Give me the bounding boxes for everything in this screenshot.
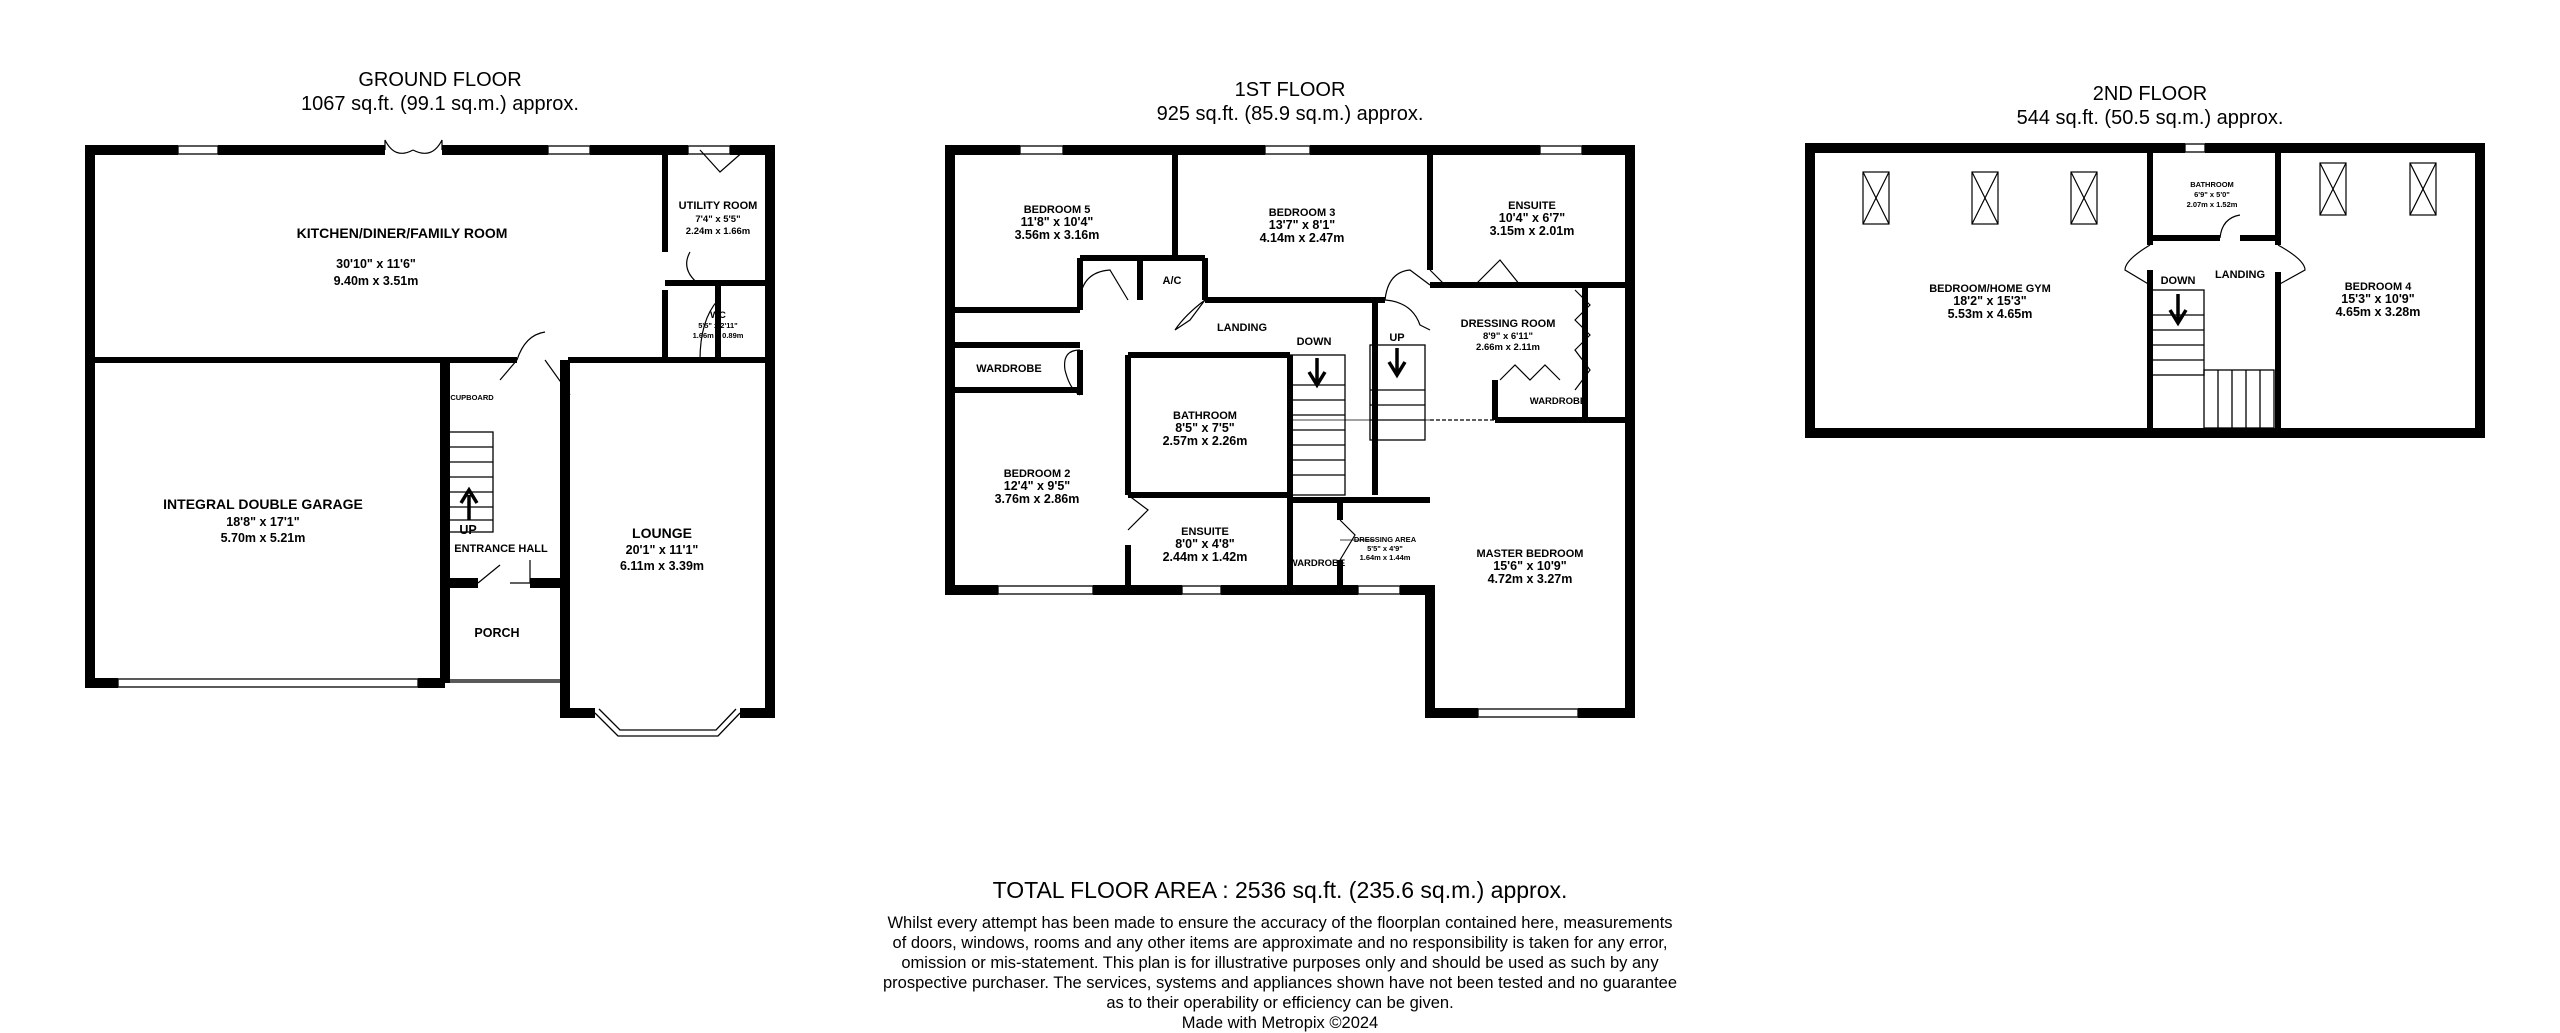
room-name: ENSUITE (1181, 526, 1229, 538)
room-dims-metric: 5.70m x 5.21m (220, 531, 306, 545)
disclaimer-line: of doors, windows, rooms and any other items are approximate and no responsibility is taken for any error, (892, 934, 1668, 952)
room-name: BATHROOM (2190, 180, 2234, 189)
room-name: BEDROOM 4 (2344, 281, 2412, 293)
room-dims-imperial: 12'4" x 9'5" (1003, 479, 1071, 493)
up-arrow-icon (461, 490, 477, 520)
floor-title: 1ST FLOOR (1234, 79, 1346, 101)
room-dims-metric: 2.07m x 1.52m (2186, 200, 2238, 209)
room-dims-metric: 3.56m x 3.16m (1014, 228, 1100, 242)
stair-down-label: DOWN (1296, 336, 1332, 348)
room-name: LOUNGE (632, 525, 692, 541)
room-dims-metric: 2.24m x 1.66m (685, 226, 751, 237)
room-name: PORCH (474, 626, 520, 640)
room-dims-metric: 3.15m x 2.01m (1489, 224, 1575, 238)
room-dims-metric: 3.76m x 2.86m (994, 492, 1080, 506)
room-name: ENSUITE (1508, 200, 1556, 212)
room-dims-metric: 2.66m x 2.11m (1476, 342, 1540, 353)
room-dims-imperial: 5'5" x 2'11" (698, 321, 738, 330)
room-dims-imperial: 13'7" x 8'1" (1268, 218, 1336, 232)
room-dims-imperial: 15'3" x 10'9" (2341, 292, 2415, 306)
disclaimer-line: Whilst every attempt has been made to ensure the accuracy of the floorplan contained here, measurements (887, 914, 1673, 932)
room-dims-metric: 2.57m x 2.26m (1162, 434, 1248, 448)
room-dims-metric: 4.14m x 2.47m (1259, 231, 1345, 245)
room-name: INTEGRAL DOUBLE GARAGE (163, 496, 363, 512)
credit: Made with Metropix ©2024 (1181, 1014, 1379, 1032)
disclaimer-line: prospective purchaser. The services, systems and appliances shown have not been tested and no guarantee (882, 974, 1678, 992)
room-name: BEDROOM 3 (1268, 207, 1336, 219)
room-dims-imperial: 10'4" x 6'7" (1498, 211, 1566, 225)
room-name: KITCHEN/DINER/FAMILY ROOM (296, 225, 508, 241)
ground-interior-walls (90, 150, 770, 400)
stair-up-label: UP (1389, 332, 1405, 344)
room-name: LANDING (1216, 322, 1268, 334)
room-dims-metric: 4.65m x 3.28m (2335, 305, 2421, 319)
floor-area: 925 sq.ft. (85.9 sq.m.) approx. (1156, 103, 1424, 125)
room-dims-imperial: 15'6" x 10'9" (1493, 559, 1567, 573)
room-name: DRESSING ROOM (1460, 318, 1556, 330)
stair-down-label: DOWN (2160, 275, 2196, 287)
room-name: ENTRANCE HALL (454, 543, 548, 555)
down-arrow-icon (2170, 294, 2186, 323)
room-name: BEDROOM 5 (1023, 204, 1091, 216)
room-dims-imperial: 7'4" x 5'5" (695, 214, 741, 225)
room-dims-imperial: 30'10" x 11'6" (336, 257, 416, 271)
room-name: UTILITY ROOM (678, 200, 758, 212)
room-dims-imperial: 18'2" x 15'3" (1953, 294, 2027, 308)
room-name: A/C (1162, 275, 1182, 287)
room-name: BEDROOM/HOME GYM (1929, 283, 2051, 295)
room-dims-metric: 5.53m x 4.65m (1947, 307, 2033, 321)
stair-up-label: UP (459, 523, 477, 537)
room-dims-imperial: 18'8" x 17'1" (226, 515, 300, 529)
down-arrow-icon (1309, 358, 1325, 385)
disclaimer-line: as to their operability or efficiency can be given. (1106, 994, 1454, 1012)
room-name: WARDROBE (1288, 558, 1346, 569)
room-dims-imperial: 8'0" x 4'8" (1175, 537, 1235, 551)
room-name: BEDROOM 2 (1003, 468, 1071, 480)
room-dims-metric: 6.11m x 3.39m (619, 559, 705, 573)
floor-area: 544 sq.ft. (50.5 sq.m.) approx. (2016, 107, 2284, 129)
room-dims-imperial: 11'8" x 10'4" (1020, 215, 1094, 229)
room-dims-metric: 1.64m x 1.44m (1359, 553, 1411, 562)
disclaimer-line: omission or mis-statement. This plan is for illustrative purposes only and should be used as such by any (901, 954, 1659, 972)
room-dims-imperial: 20'1" x 11'1" (625, 543, 699, 557)
down-arrow-icon (1389, 348, 1405, 375)
disclaimer (760, 913, 1800, 1033)
room-dims-imperial: 5'5" x 4'9" (1367, 544, 1403, 553)
room-name: DRESSING AREA (1353, 535, 1417, 544)
total-floor-area: TOTAL FLOOR AREA : 2536 sq.ft. (235.6 sq.m.) approx. (992, 877, 1568, 903)
room-name: WARDROBE (1529, 396, 1587, 407)
room-dims-imperial: 6'9" x 5'0" (2194, 190, 2230, 199)
floor-title: 2ND FLOOR (2092, 83, 2208, 105)
room-name: CUPBOARD (450, 393, 494, 402)
floor-title: GROUND FLOOR (358, 69, 522, 91)
room-dims-metric: 2.44m x 1.42m (1162, 550, 1248, 564)
room-name: BATHROOM (1173, 410, 1237, 422)
room-name: WARDROBE (976, 363, 1042, 375)
room-dims-metric: 9.40m x 3.51m (333, 274, 419, 288)
room-name: MASTER BEDROOM (1476, 548, 1584, 560)
floor-area: 1067 sq.ft. (99.1 sq.m.) approx. (301, 93, 579, 115)
room-dims-imperial: 8'5" x 7'5" (1175, 421, 1235, 435)
room-dims-metric: 1.66m x 0.89m (692, 331, 744, 340)
room-name: LANDING (2214, 269, 2266, 281)
room-dims-imperial: 8'9" x 6'11" (1483, 331, 1533, 342)
room-name: WC (710, 310, 726, 321)
room-dims-metric: 4.72m x 3.27m (1487, 572, 1573, 586)
